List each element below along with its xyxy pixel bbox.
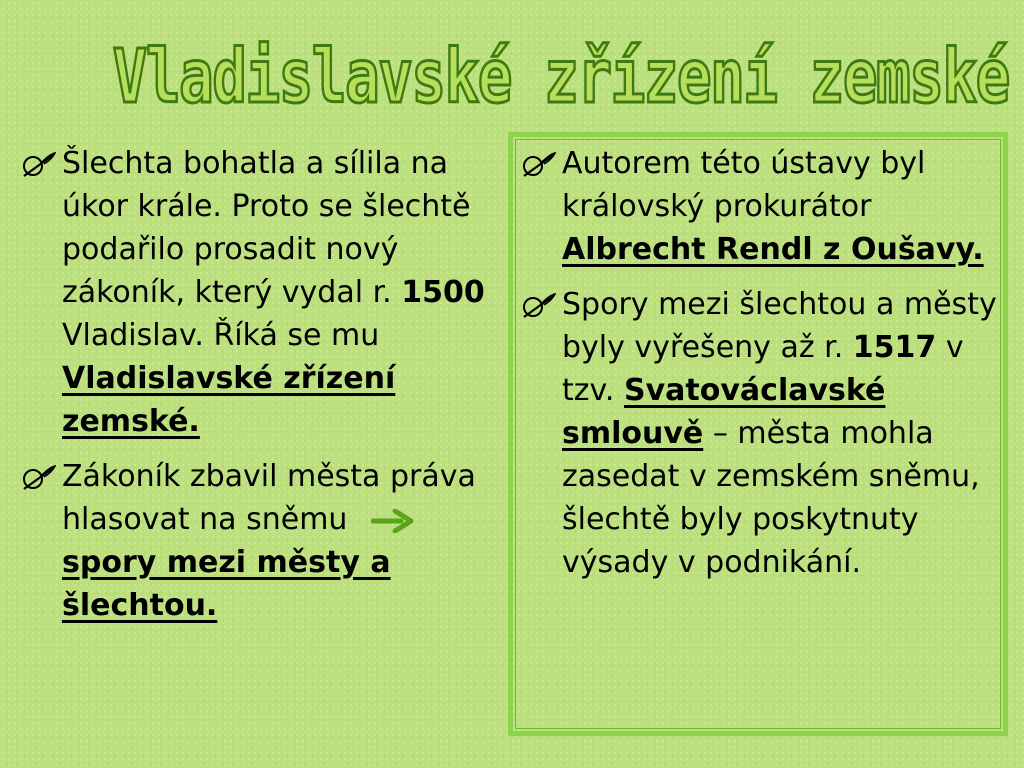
right-column	[518, 142, 998, 596]
quill-pen-icon	[22, 152, 56, 178]
quill-pen-icon	[22, 465, 56, 491]
paragraph-text: Zákoník zbavil města práva hlasovat na sněmu	[62, 459, 476, 537]
paragraph-text: Spory mezi šlechtou a městy byly vyřešeny až r.	[562, 287, 997, 365]
paragraph-text: – města mohla zasedat v zemském sněmu, šlechtě byly poskytnuty výsady v podnikání.	[562, 416, 980, 580]
left-column	[18, 142, 496, 639]
term-spory: spory mezi městy a šlechtou.	[62, 545, 391, 623]
quill-pen-icon	[522, 152, 556, 178]
bullet-paragraph-treaty	[518, 283, 998, 584]
year-1517: 1517	[852, 330, 937, 365]
paragraph-text: Autorem této ústavy byl královský prokurátor	[562, 146, 926, 224]
term-svatovaclavska-smlouva: Svatováclavské smlouvě	[562, 373, 886, 451]
bullet-paragraph-nobility	[18, 142, 496, 443]
paragraph-text: v tzv.	[562, 330, 964, 408]
bullet-paragraph-author	[518, 142, 998, 271]
term-vladislavske-zrizeni: Vladislavské zřízení zemské.	[62, 361, 396, 439]
paragraph-text: Šlechta bohatla a sílila na úkor krále. Proto se šlechtě podařilo prosadit nový zákoník, který vydal r.	[62, 146, 471, 310]
term-albrecht-rendl: Albrecht Rendl z Oušavy.	[562, 232, 984, 267]
bullet-paragraph-towns	[18, 455, 496, 627]
page-title: Vladislavské zřízení zemské	[112, 34, 1009, 120]
quill-pen-icon	[522, 293, 556, 319]
right-arrow-icon	[371, 509, 417, 533]
paragraph-text: Vladislav. Říká se mu	[62, 318, 380, 353]
year-1500: 1500	[401, 275, 485, 310]
